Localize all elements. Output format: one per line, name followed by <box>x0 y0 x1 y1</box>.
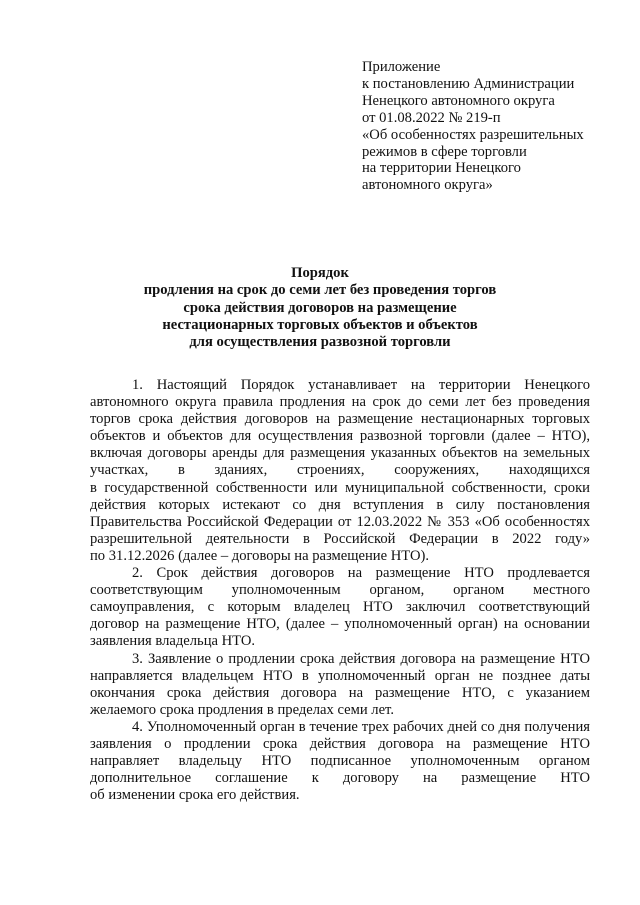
paragraph-line: автономного округа правила продления на срок до семи лет без проведения <box>90 394 590 411</box>
appendix-line: на территории Ненецкого <box>362 160 521 177</box>
appendix-line: Приложение <box>362 59 441 75</box>
paragraph-1 <box>90 377 590 565</box>
paragraph-line: по 31.12.2026 (далее – договоры на размещение НТО). <box>90 547 430 564</box>
paragraph-line: об изменении срока его действия. <box>90 787 300 804</box>
paragraph-line: окончания срока действия договора на размещение НТО, с указанием <box>90 684 590 701</box>
appendix-line: от 01.08.2022 № 219-п <box>362 109 501 126</box>
title-line: срока действия договоров на размещение <box>183 299 457 316</box>
appendix-line: «Об особенностях разрешительных <box>362 126 584 143</box>
appendix-line: режимов в сфере торговли <box>362 143 527 160</box>
paragraph-3 <box>90 651 590 719</box>
paragraph-line: торгов срока действия договоров на размещение нестационарных торговых <box>90 411 590 428</box>
document-title <box>60 265 580 351</box>
paragraph-line: направляется владельцем НТО в уполномоченный орган не позднее даты <box>90 667 590 684</box>
title-line: продления на срок до семи лет без проведения торгов <box>143 282 497 299</box>
paragraph-line: 2. Срок действия договоров на размещение НТО продлевается <box>132 565 590 582</box>
paragraph-line: включая договоры аренды для размещения указанных объектов на земельных <box>90 445 590 462</box>
title-line: нестационарных торговых объектов и объектов <box>162 316 478 333</box>
appendix-line: к постановлению Администрации <box>362 75 575 92</box>
paragraph-2 <box>90 565 590 650</box>
paragraph-line: разрешительной деятельности в Российской Федерации в 2022 году» <box>90 530 590 547</box>
appendix-header <box>362 59 612 194</box>
paragraph-line: дополнительное соглашение к договору на размещение НТО <box>90 770 590 787</box>
paragraph-line: 1. Настоящий Порядок устанавливает на территории Ненецкого <box>132 377 590 393</box>
paragraph-line: соответствующим уполномоченным органом, органом местного <box>90 582 590 599</box>
paragraph-line: Правительства Российской Федерации от 12.03.2022 № 353 «Об особенностях <box>90 513 590 530</box>
document-body <box>90 377 590 804</box>
paragraph-line: договор на размещение НТО, (далее – уполномоченный орган) на основании <box>90 616 590 633</box>
paragraph-line: заявления о продлении срока действия договора на размещение НТО <box>90 735 590 752</box>
paragraph-line: участках, в зданиях, строениях, сооружениях, находящихся <box>90 462 590 479</box>
paragraph-line: действия которых истекают со дня вступления в силу постановления <box>90 496 590 513</box>
paragraph-line: заявления владельца НТО. <box>90 633 256 650</box>
paragraph-line: 3. Заявление о продлении срока действия договора на размещение НТО <box>132 650 590 667</box>
paragraph-line: самоуправления, с которым владелец НТО заключил соответствующий <box>90 599 590 616</box>
appendix-line: Ненецкого автономного округа <box>362 92 555 109</box>
paragraph-line: 4. Уполномоченный орган в течение трех рабочих дней со дня получения <box>132 718 590 735</box>
appendix-line: автономного округа» <box>362 177 493 194</box>
paragraph-line: в государственной собственности или муниципальной собственности, сроки <box>90 479 590 496</box>
paragraph-line: объектов и объектов для осуществления развозной торговли (далее – НТО), <box>90 428 590 445</box>
title-line: Порядок <box>291 265 349 281</box>
paragraph-line: направляет владельцу НТО подписанное уполномоченным органом <box>90 753 590 770</box>
paragraph-4 <box>90 719 590 804</box>
title-line: для осуществления развозной торговли <box>189 334 451 351</box>
paragraph-line: желаемого срока продления в пределах семи лет. <box>90 701 394 718</box>
